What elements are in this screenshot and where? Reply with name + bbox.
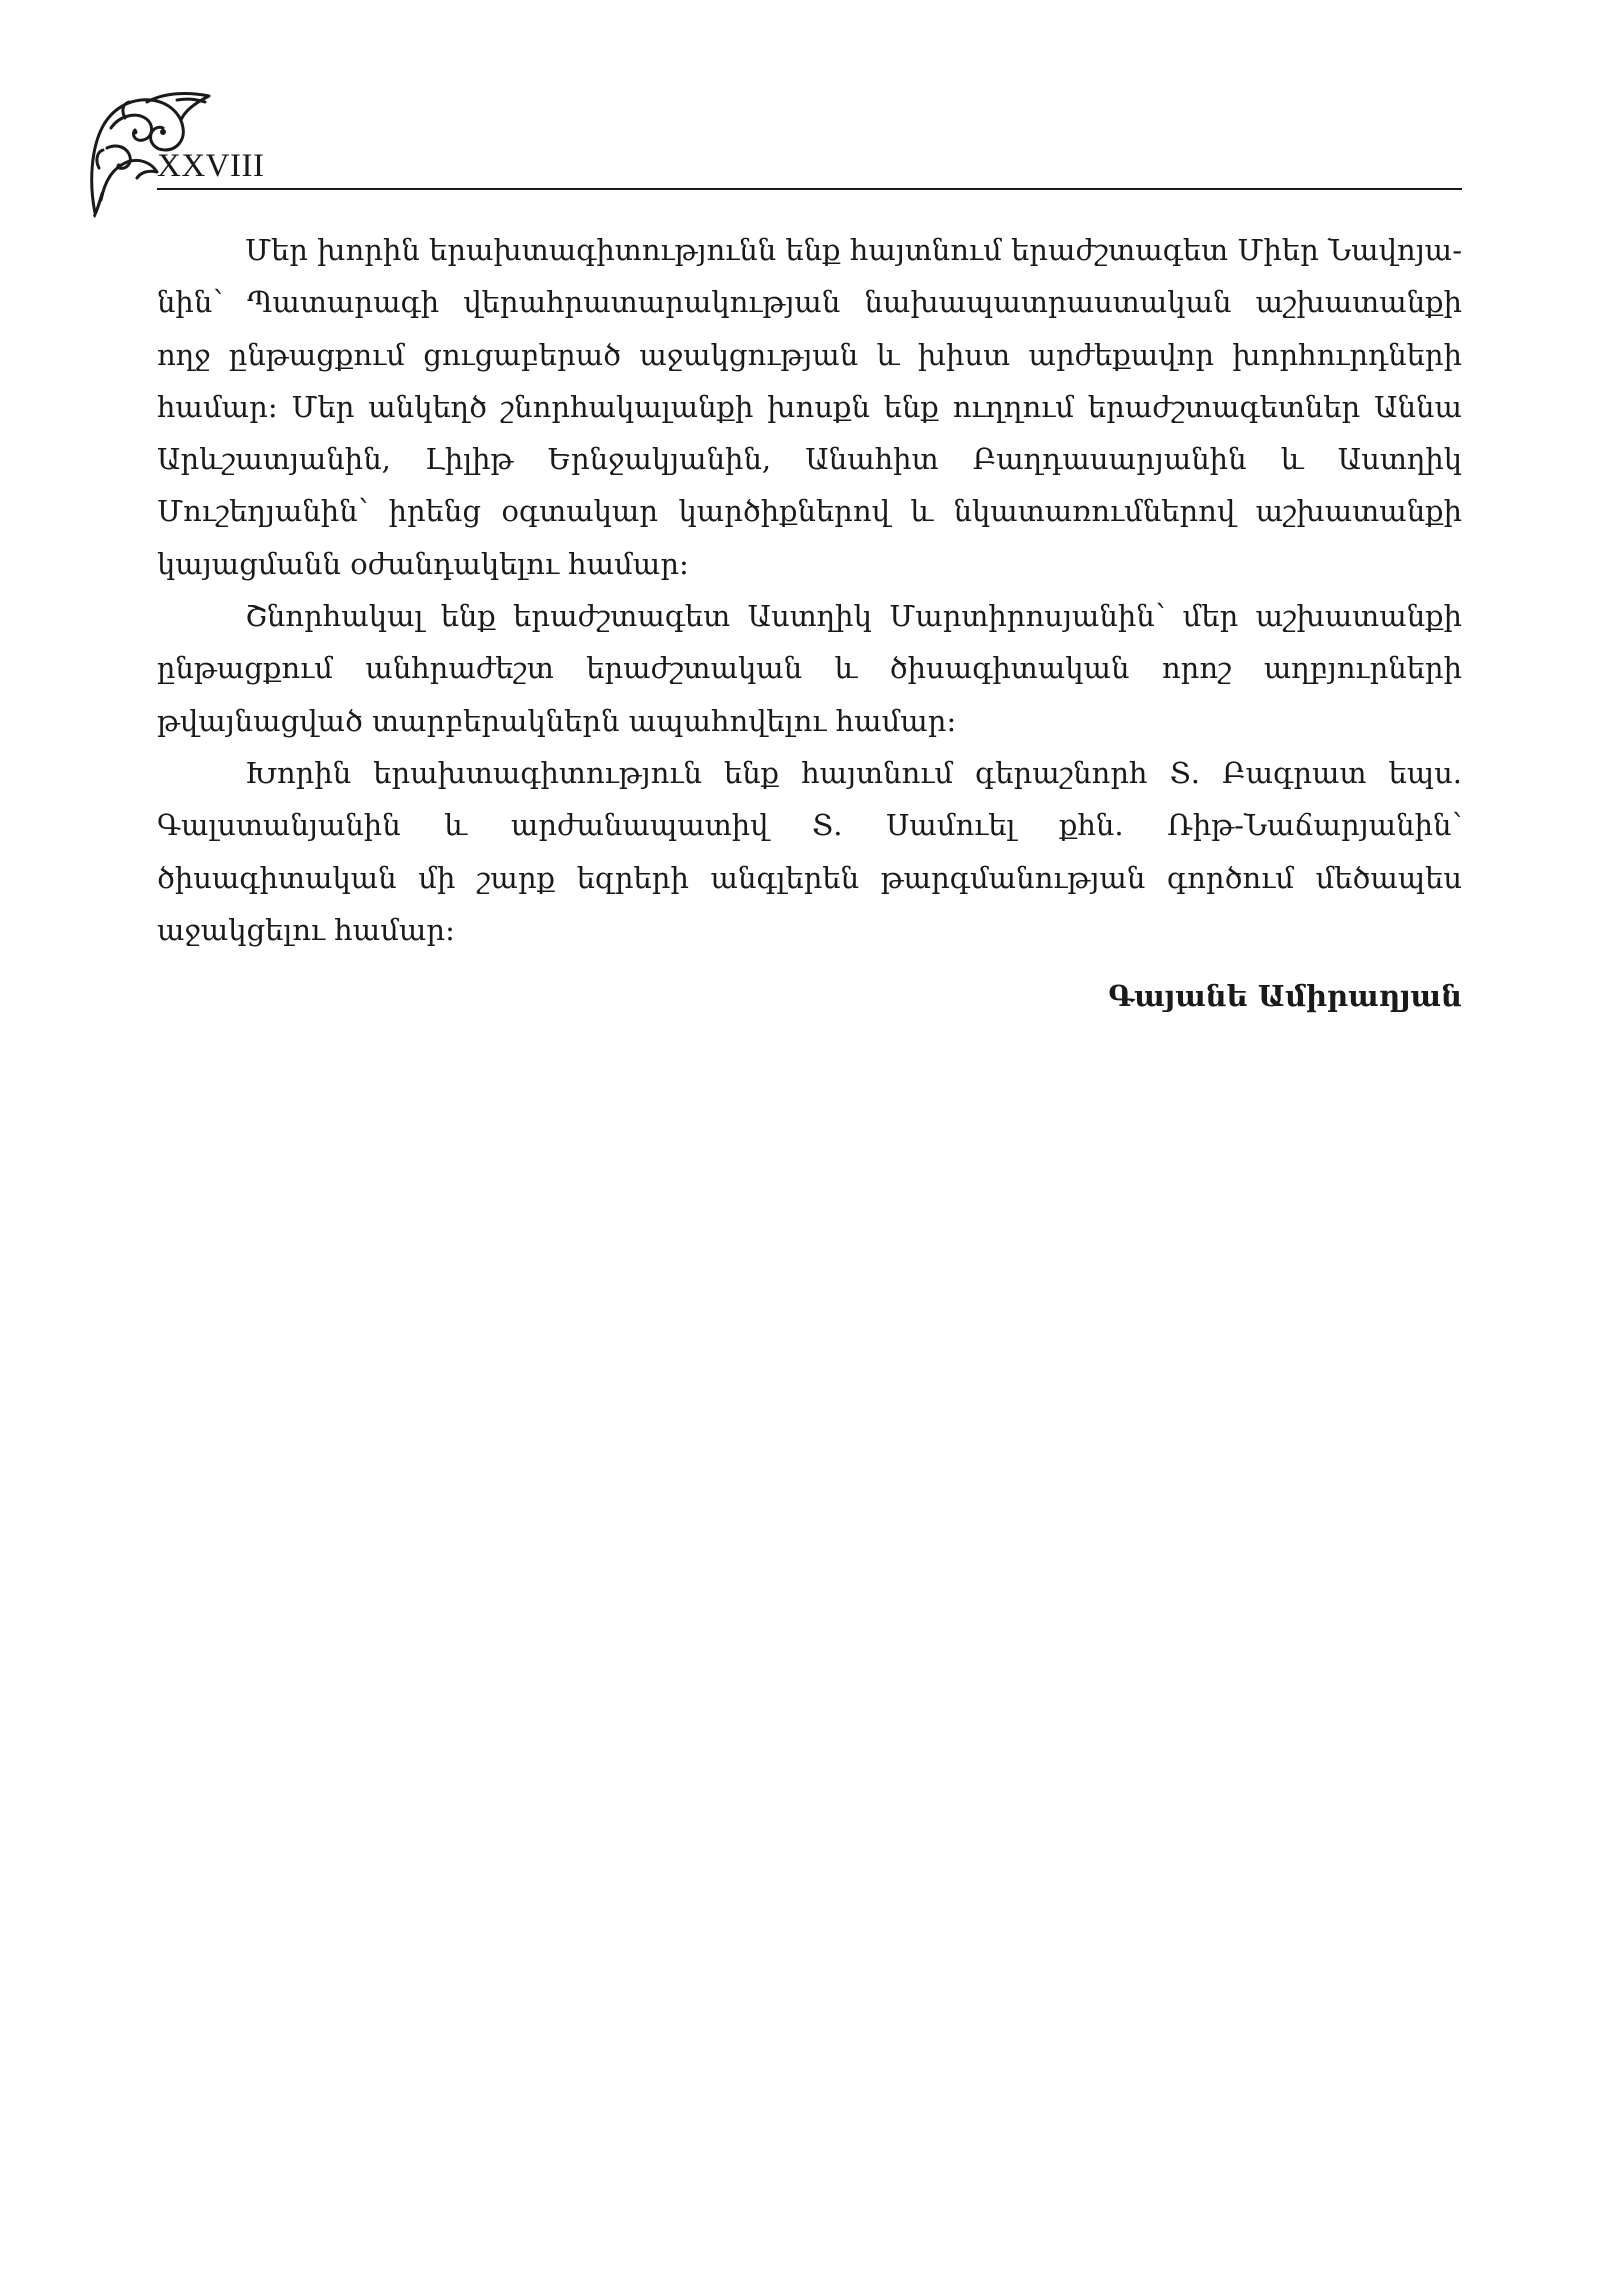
paragraph-2: Շնորհակալ ենք երաժշտագետ Աստղիկ Մարտիրոսյանին՝ մեր աշխատանքի ընթացքում անհրաժեշտ երաժշտական և ծիսագիտական որոշ աղբյուրների թվայնացված տարբերակներն ապահովելու համար:: [157, 599, 1462, 738]
paragraph-1: Մեր խորին երախտագիտությունն ենք հայտնում երաժշտագետ Միեր Նավոյանին՝ Պատարագի վերահրատարակության նախապատրաստական աշխատանքի ողջ ընթացքում ցուցաբերած աջակցության և խիստ արժեքավոր խորհուրդների համար: Մեր անկեղծ շնորհակալանքի խոսքն ենք ուղղում երաժշտագետներ Աննա Արևշատյանին, Լիլիթ Երնջակյանին, Անահիտ Բաղդասարյանին և Աստղիկ Մուշեղյանին՝ իրենց օգտակար կարծիքներով և նկատառումներով աշխատանքի կայացմանն օժանդակելու համար:: [157, 233, 1462, 581]
acknowledgements-body: [157, 224, 1462, 956]
author-signature: Գայանե Ամիրաղյան: [1108, 979, 1462, 1013]
paragraph-3: Խորին երախտագիտություն ենք հայտնում գերաշնորհ Տ. Բագրատ եպս. Գալստանյանին և արժանապատիվ Տ. Սամուել քհն. Ռիթ-Նաճարյանին՝ ծիսագիտական մի շարք եզրերի անգլերեն թարգմանության գործում մեծապես աջակցելու համար:: [157, 755, 1462, 947]
page-number: XXVIII: [157, 148, 265, 184]
header-rule: [157, 188, 1462, 190]
